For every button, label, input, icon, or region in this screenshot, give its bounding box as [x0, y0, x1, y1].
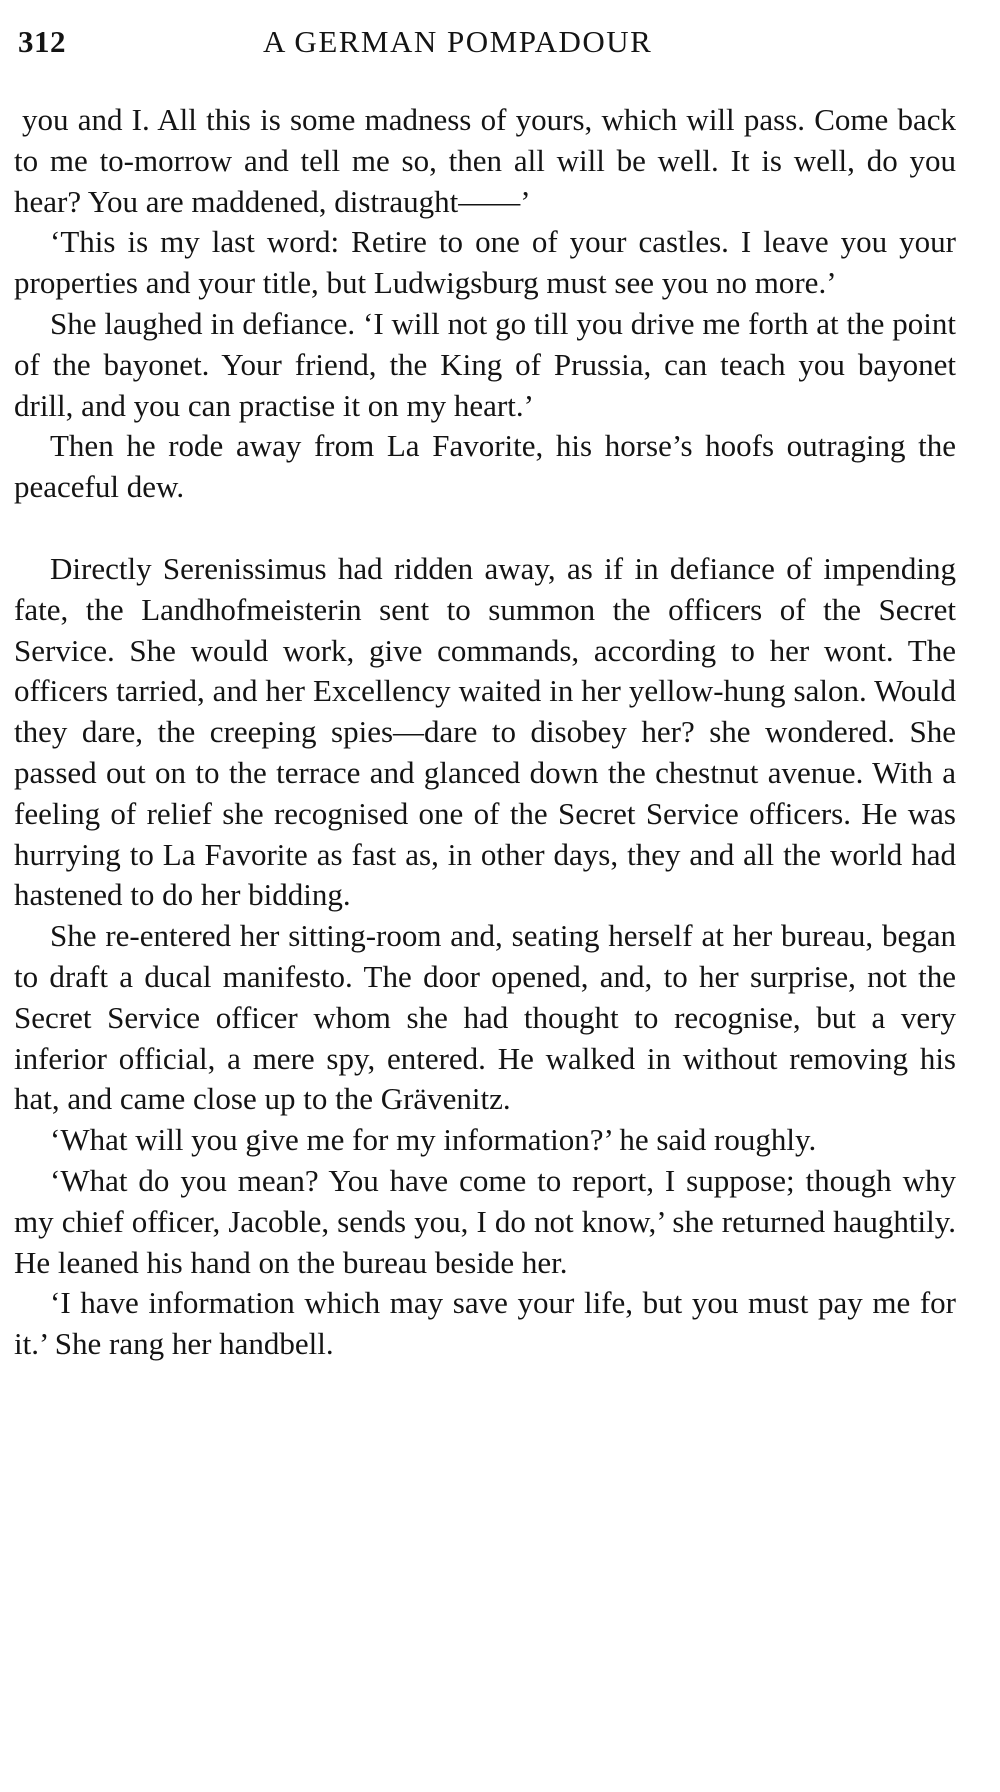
paragraph: ‘I have information which may save your life, but you must pay me for it.’ She rang her handbell. — [14, 1285, 956, 1362]
paragraph: you and I. All this is some madness of yours, which will pass. Come back to me to-morrow and tell me so, then all will be well. It is well, do you hear? You are maddened, distraught——’ — [14, 102, 956, 219]
page-header — [18, 24, 958, 68]
paragraph: She re-entered her sitting-room and, seating herself at her bureau, began to draft a ducal manifesto. The door opened, and, to her surprise, not the Secret Service officer whom she had thought to recognise, but a very inferior official, a mere spy, entered. He walked in without removing his hat, and came close up to the Grävenitz. — [14, 918, 956, 1117]
page-number: 312 — [18, 24, 66, 59]
section-break — [14, 508, 956, 549]
paragraph: She laughed in defiance. ‘I will not go till you drive me forth at the point of the bayonet. Your friend, the King of Prussia, can teach you bayonet drill, and you can practise it on my heart.’ — [14, 305, 956, 423]
paragraph: Directly Serenissimus had ridden away, as if in defiance of impending fate, the Landhofmeisterin sent to summon the officers of the Secret Service. She would work, give commands, according to her wont. The officers tarried, and her Excellency waited in her yellow-hung salon. Would they dare, the creeping spies—dare to disobey her? she wondered. She passed out on to the terrace and glanced down the chestnut avenue. With a feeling of relief she recognised one of the Secret Service officers. He was hurrying to La Favorite as fast as, in other days, they and all the world had hastened to do her bidding. — [14, 550, 956, 913]
paragraph: ‘What will you give me for my information?’ he said roughly. — [50, 1122, 817, 1158]
paragraph: Then he rode away from La Favorite, his horse’s hoofs outraging the peaceful dew. — [14, 428, 956, 505]
paragraph: ‘What do you mean? You have come to report, I suppose; though why my chief officer, Jacoble, sends you, I do not know,’ she returned haughtily. He leaned his hand on the bureau beside her. — [14, 1162, 956, 1280]
running-title: A GERMAN POMPADOUR — [263, 24, 653, 59]
paragraph: ‘This is my last word: Retire to one of your castles. I leave you your properties and your title, but Ludwigsburg must see you no more.’ — [14, 224, 956, 301]
body-text — [14, 100, 956, 1365]
